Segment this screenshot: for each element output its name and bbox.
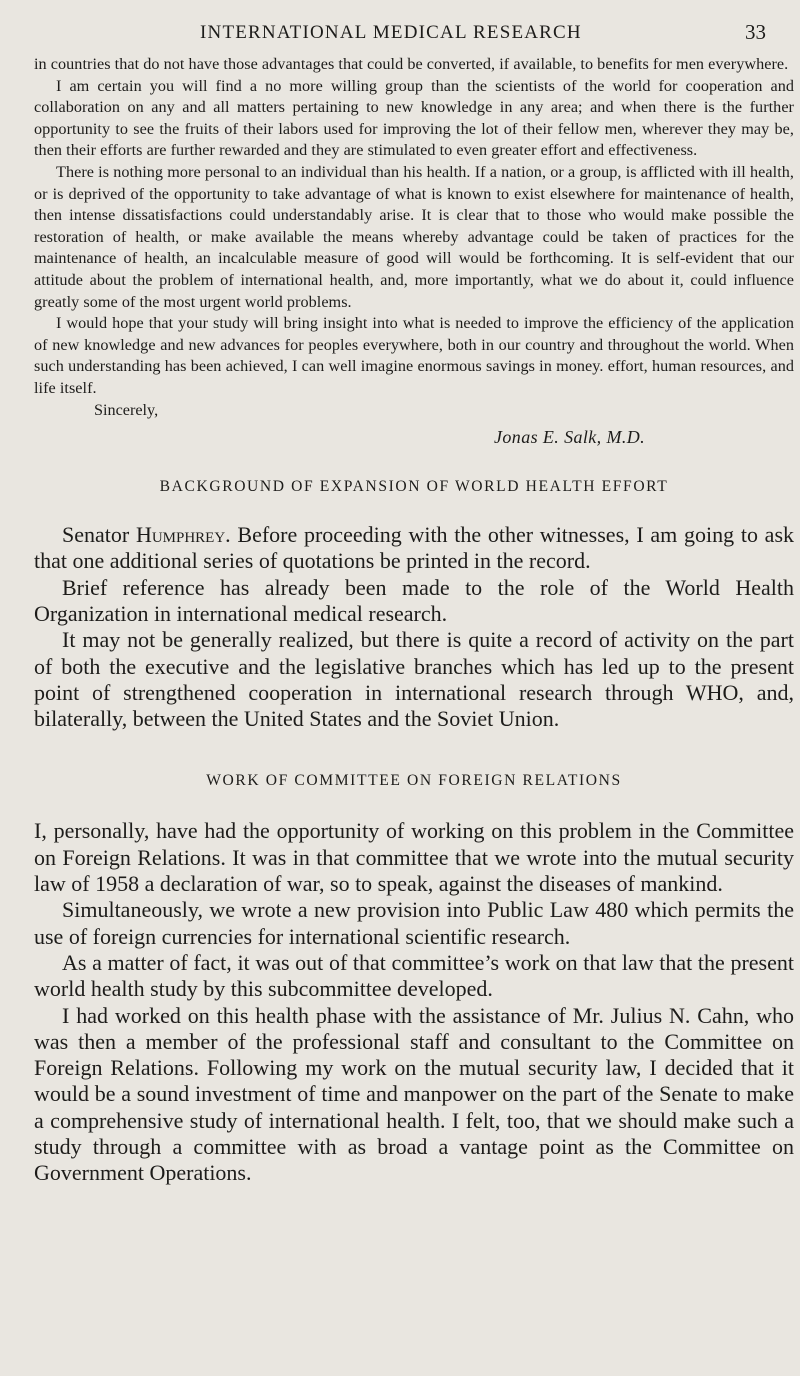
body-paragraph: Simultaneously, we wrote a new provision into Public Law 480 which permits the use of foreign currencies for international scientific research. — [34, 897, 794, 949]
body-paragraph: Brief reference has already been made to the role of the World Health Organization in international medical research. — [34, 574, 794, 626]
body-paragraph: It may not be generally realized, but there is quite a record of activity on the part of both the executive and the legislative branches which has led up to the present point of strengthened cooperation in international research through WHO, and, bilaterally, between the United States and the Soviet Union. — [34, 627, 794, 732]
letter-paragraph: I would hope that your study will bring insight into what is needed to improve the efficiency of the application of new knowledge and new advances for peoples everywhere, both in our country and throughout the world. When such understanding has been achieved, I can well imagine enormous savings in money. effort, human resources, and life itself. — [34, 314, 794, 397]
speaker-name: Humphrey. — [135, 522, 231, 548]
running-head: INTERNATIONAL MEDICAL RESEARCH — [200, 22, 582, 43]
section-background-body — [34, 522, 794, 732]
speaker-text: Before proceeding with the other witnesses, I am going to ask that one additional series of quotations be printed in the record. — [34, 522, 795, 574]
letter-paragraph: There is nothing more personal to an individual than his health. If a nation, or a group, is afflicted with ill health, or is deprived of the opportunity to take advantage of what is known to exist elsewhere for maintenance of health, then intense dissatisfactions could understandably arise. It is clear that to those who would make possible the restoration of health, or make available the means whereby advantage could be taken of practices for the maintenance of health, an incalculable measure of good will would be forthcoming. It is self-evident that our attitude about the problem of international health, and, more importantly, what we do about it, could influence greatly some of the most urgent world problems. — [34, 162, 794, 311]
letter-body — [34, 54, 794, 448]
body-paragraph: I, personally, have had the opportunity of working on this problem in the Committee on Foreign Relations. It was in that committee that we wrote into the mutual security law of 1958 a declaration of war, so to speak, against the diseases of mankind. — [34, 818, 794, 897]
letter-paragraph: in countries that do not have those advantages that could be converted, if available, to benefits for men everywhere. — [34, 55, 789, 73]
body-paragraph: As a matter of fact, it was out of that committee’s work on that law that the present world health study by this subcommittee developed. — [34, 949, 794, 1002]
letter-paragraph: I am certain you will find a no more willing group than the scientists of the world for cooperation and collaboration on any and all matters pertaining to new knowledge in any area; and when there is the further opportunity to see the fruits of their labors used for improving the lot of their fellow men, wherever they may be, then their efforts are further rewarded and they are stimulated to even greater effort and effectiveness. — [34, 76, 794, 160]
body-paragraph: I had worked on this health phase with the assistance of Mr. Julius N. Cahn, who was then a member of the professional staff and consultant to the Committee on Foreign Relations. Following my work on the mutual security law, I decided that it would be a sound investment of time and manpower on the part of the Senate to make a comprehensive study of international health. I felt, too, that we should make such a study through a committee with as broad a vantage point as the Committee on Government Operations. — [34, 1002, 794, 1186]
page-header — [34, 0, 794, 54]
speaker-title: Senator — [62, 522, 130, 548]
letter-signature: Jonas E. Salk, M.D. — [494, 427, 646, 448]
page-number: 33 — [745, 20, 766, 44]
section-heading-committee: WORK OF COMMITTEE ON FOREIGN RELATIONS — [206, 772, 622, 790]
letter-closing: Sincerely, — [94, 400, 159, 419]
speaker-paragraph — [34, 522, 794, 575]
section-heading-background: BACKGROUND OF EXPANSION OF WORLD HEALTH EFFORT — [159, 478, 669, 496]
section-committee-body — [34, 818, 794, 1186]
